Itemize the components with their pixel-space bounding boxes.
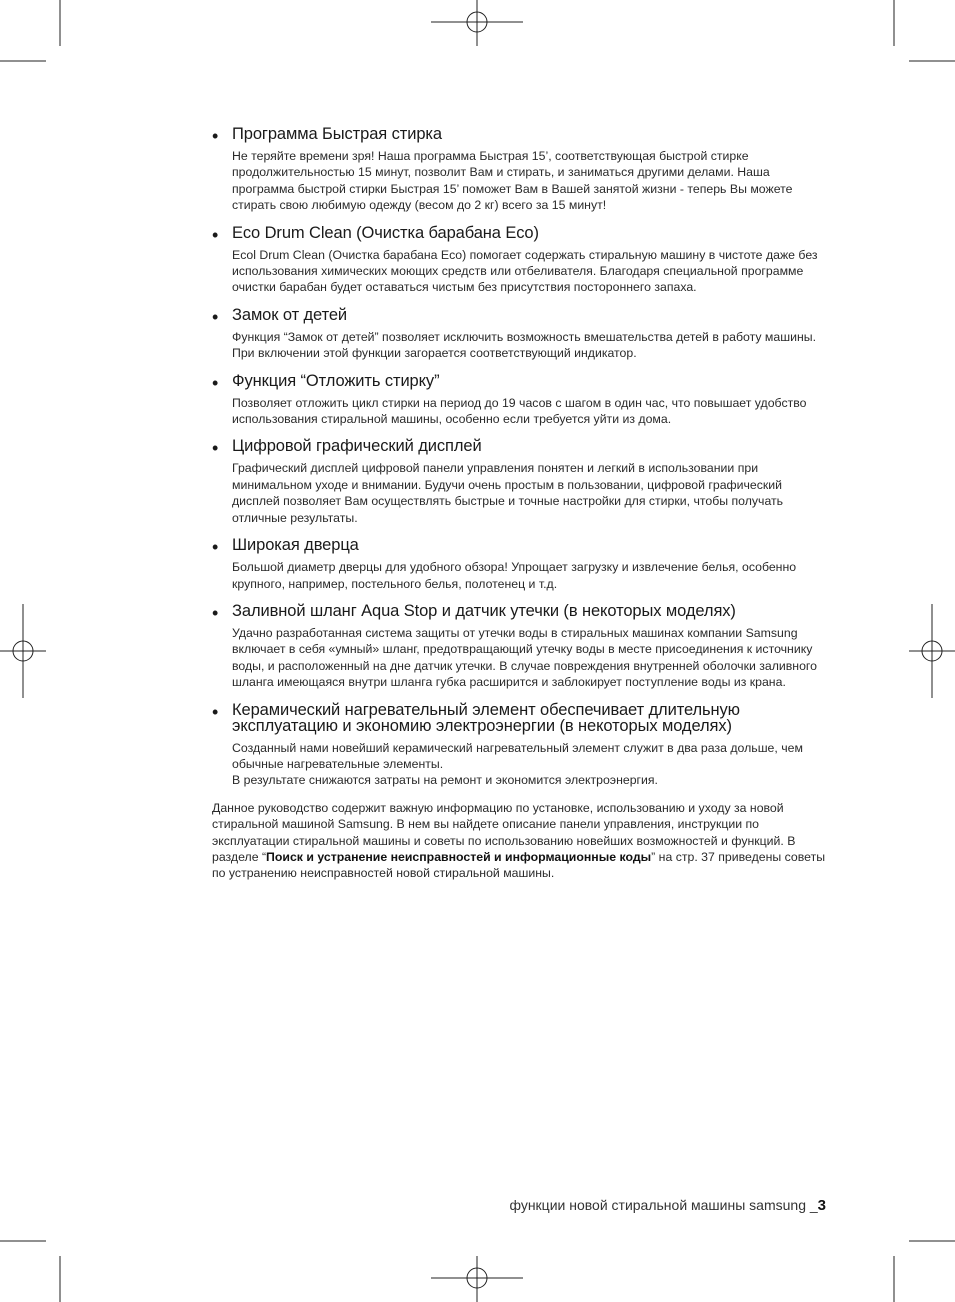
section-digital-display	[212, 438, 827, 526]
section-paragraph: Графический дисплей цифровой панели управления понятен и легкий в использовании при минимальном уходе и внимании. Будучи очень простым в пользовании, цифровой графический дисплей позволяет Вам осуществлять быстрые и точные настройки для стирки, чтобы получать отличные результаты.	[232, 461, 784, 525]
section-body	[232, 625, 827, 691]
section-quick-wash	[212, 126, 827, 214]
section-aqua-stop	[212, 603, 827, 691]
bullet-icon: •	[212, 306, 219, 327]
section-heading: Широкая дверца	[232, 536, 359, 555]
section-delay-end	[212, 373, 827, 428]
troubleshooting-reference: Поиск и устранение неисправностей и информационные коды	[266, 849, 652, 864]
page-footer	[509, 1197, 826, 1214]
bullet-icon: •	[212, 224, 219, 245]
section-paragraph: При включении этой функции загорается соответствующий индикатор.	[232, 346, 637, 361]
section-paragraph: Большой диаметр дверцы для удобного обзора! Упрощает загрузку и извлечение белья, особенно крупного, например, постельного белья, полотенец и т.д.	[232, 560, 797, 591]
section-heading: Керамический нагревательный элемент обеспечивает длительную эксплуатацию и экономию электроэнергии (в некоторых моделях)	[232, 700, 740, 735]
section-heading: Заливной шланг Aqua Stop и датчик утечки (в некоторых моделях)	[232, 601, 736, 620]
main-content	[212, 126, 827, 882]
section-body	[232, 460, 827, 526]
bullet-icon: •	[212, 438, 219, 459]
closing-paragraph	[212, 800, 827, 882]
section-body	[232, 395, 827, 428]
page-number: 3	[817, 1197, 826, 1214]
section-paragraph: Созданный нами новейший керамический нагревательный элемент служит в два раза дольше, чем обычные нагревательные элементы.	[232, 740, 803, 771]
section-ceramic-heater	[212, 702, 827, 789]
section-body	[232, 559, 827, 592]
section-heading: Цифровой графический дисплей	[232, 437, 482, 456]
section-child-lock	[212, 307, 827, 362]
section-heading: Программа Быстрая стирка	[232, 125, 442, 143]
bullet-icon: •	[212, 126, 219, 146]
bullet-icon: •	[212, 701, 219, 722]
section-heading: Функция “Отложить стирку”	[232, 371, 440, 390]
bullet-icon: •	[212, 372, 219, 393]
section-body	[232, 247, 827, 296]
section-heading: Eco Drum Clean (Очистка барабана Eco)	[232, 223, 539, 242]
section-paragraph: Функция “Замок от детей” позволяет исключить возможность вмешательства детей в работу машины.	[232, 329, 816, 344]
section-body	[232, 740, 827, 789]
closing-text-end: ” на стр. 37 приведены советы по устранению неисправностей новой стиральной машины.	[212, 849, 826, 881]
closing-text-start: Данное руководство содержит важную информацию по установке, использованию и уходу за новой стиральной машиной Samsung. В нем вы найдете описание панели управления, инструкции по эксплуатации стиральной машины и советы по использованию новейших возможностей и функций. В разделе “	[212, 800, 796, 864]
section-body	[232, 329, 827, 362]
bullet-icon: •	[212, 537, 219, 558]
section-paragraph: Ecol Drum Clean (Очистка барабана Eco) помогает содержать стиральную машину в чистоте даже без использования химических моющих средств или отбеливателя. Благодаря специальной программе очистки барабан будет оставаться чистым без присутствия постороннего запаха.	[232, 247, 818, 295]
section-paragraph: Удачно разработанная система защиты от утечки воды в стиральных машинах компании Samsung включает в себя «умный» шланг, предотвращающий утечку воды в месте присоединения к источнику воды, и расположенный на дне датчик утечки. В случае повреждения внутренней оболочки заливного шланга имеющаяся внутри шланга губка расширится и заблокирует поступление воды из крана.	[232, 625, 817, 690]
section-body	[232, 148, 827, 214]
section-paragraph: Позволяет отложить цикл стирки на период до 19 часов с шагом в один час, что повышает удобство использования стиральной машины, особенно если требуется уйти из дома.	[232, 395, 807, 427]
section-wide-door	[212, 537, 827, 592]
section-heading: Замок от детей	[232, 305, 348, 324]
section-eco-drum-clean	[212, 225, 827, 296]
bullet-icon: •	[212, 602, 219, 623]
section-paragraph: В результате снижаются затраты на ремонт и экономится электроэнергия.	[232, 773, 658, 788]
section-paragraph: Не теряйте времени зря! Наша программа Быстрая 15’, соответствующая быстрой стирке продолжительностью 15 минут, позволит Вам и стирать, и заниматься другими делами. Наша программа быстрой стирки Быстрая 15’ поможет Вам в Вашей занятой жизни - теперь Вы можете стирать свою любимую одежду (весом до 2 кг) всего за 15 минут!	[232, 149, 793, 213]
footer-title: функции новой стиральной машины samsung _	[509, 1197, 818, 1213]
